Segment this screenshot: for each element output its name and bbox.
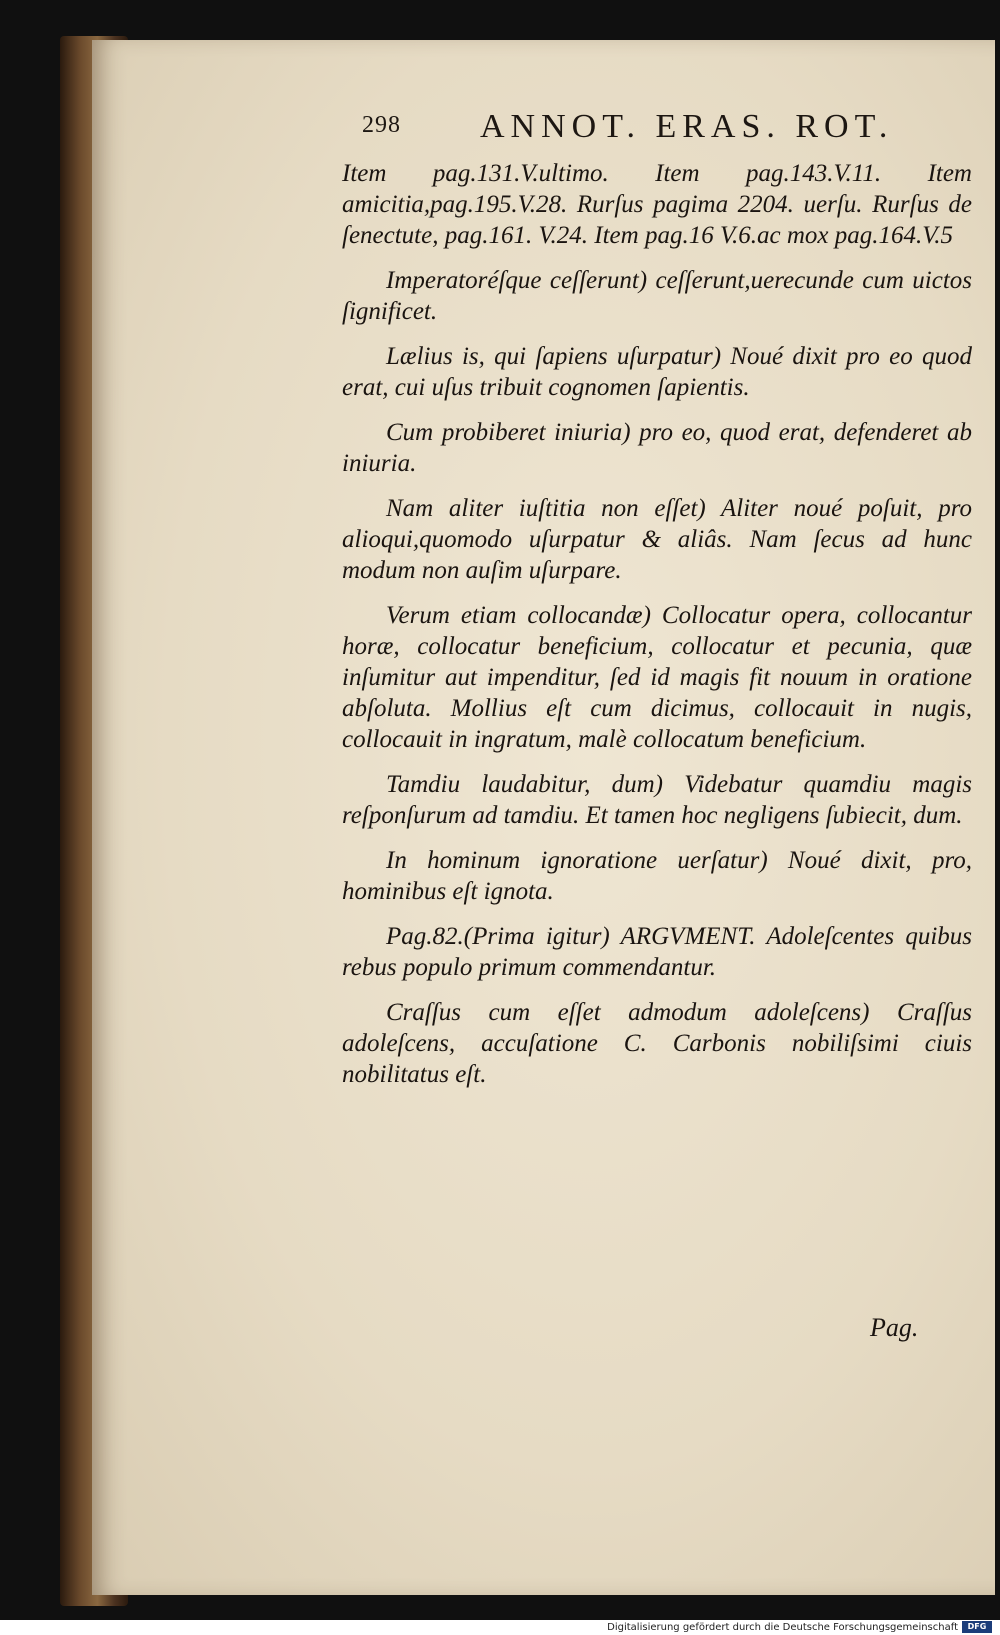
- paragraph: Cum probiberet iniuria) pro eo, quod erat, defenderet ab iniuria.: [342, 419, 972, 477]
- catchword: Pag.: [870, 1313, 919, 1342]
- body-text: [342, 158, 972, 1104]
- digitization-footer: [0, 1620, 1000, 1635]
- page-header: [362, 108, 922, 148]
- dfg-logo: DFG: [962, 1621, 992, 1633]
- paragraph: Pag.82.(Prima igitur) ARGVMENT. Adoleſcentes quibus rebus populo primum commendantur.: [342, 923, 972, 981]
- paragraph: Imperatoréſque ceſſerunt) ceſſerunt,uerecunde cum uictos ſignificet.: [342, 267, 972, 325]
- paragraph: Craſſus cum eſſet admodum adoleſcens) Craſſus adoleſcens, accuſatione C. Carbonis nobiliſsimi ciuis nobilitatus eſt.: [342, 999, 972, 1088]
- paragraph: Item pag.131.V.ultimo. Item pag.143.V.11. Item amicitia,pag.195.V.28. Rurſus pagima 2204. uerſu. Rurſus de ſenectute, pag.161. V.24. Item pag.16 V.6.ac mox pag.164.V.5: [342, 160, 972, 249]
- paragraph: Tamdiu laudabitur, dum) Videbatur quamdiu magis reſponſurum ad tamdiu. Et tamen hoc negligens ſubiecit, dum.: [342, 771, 972, 829]
- paragraph: Verum etiam collocandæ) Collocatur opera, collocantur horæ, collocatur beneficium, collocatur et pecunia, quæ inſumitur aut impenditur, ſed id magis fit nouum in oratione abſoluta. Mollius eſt cum dicimus, collocauit in nugis, collocauit in ingratum, malè collocatum beneficium.: [342, 602, 972, 753]
- paragraph: Lælius is, qui ſapiens uſurpatur) Noué dixit pro eo quod erat, cui uſus tribuit cognomen ſapientis.: [342, 343, 972, 401]
- running-head: ANNOT. ERAS. ROT.: [480, 108, 894, 145]
- funding-notice: Digitalisierung gefördert durch die Deutsche Forschungsgemeinschaft: [607, 1622, 958, 1633]
- page-number: 298: [362, 112, 401, 138]
- paragraph: In hominum ignoratione uerſatur) Noué dixit, pro, hominibus eſt ignota.: [342, 847, 972, 905]
- paragraph: Nam aliter iuſtitia non eſſet) Aliter noué poſuit, pro alioqui,quomodo uſurpatur & aliâs. Nam ſecus ad hunc modum non auſim uſurpare.: [342, 495, 972, 584]
